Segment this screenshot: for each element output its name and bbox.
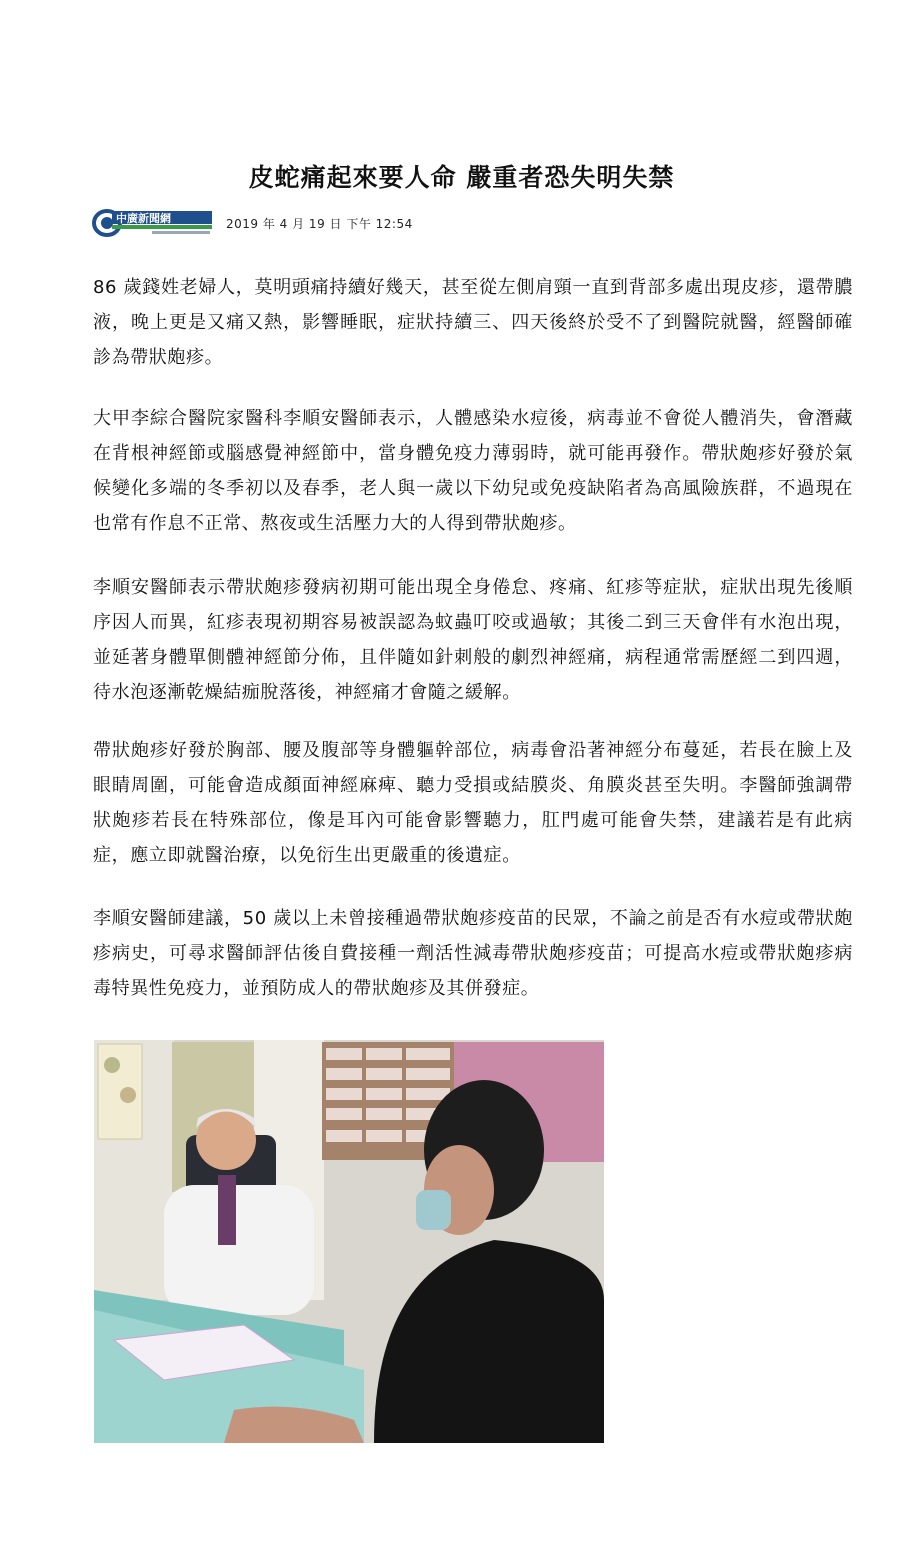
article-title: 皮蛇痛起來要人命 嚴重者恐失明失禁	[248, 163, 675, 192]
paragraph-4: 帶狀皰疹好發於胸部、腰及腹部等身體軀幹部位，病毒會沿著神經分布蔓延，若長在臉上及眼睛周圍，可能會造成顏面神經麻痺、聽力受損或結膜炎、角膜炎甚至失明。李醫師強調帶狀皰疹若長在特殊部位，像是耳內可能會影響聽力，肛門處可能會失禁，建議若是有此病症，應立即就醫治療，以免衍生出更嚴重的後遺症。	[93, 740, 853, 866]
paragraph-1: 86 歲錢姓老婦人，莫明頭痛持續好幾天，甚至從左側肩頸一直到背部多處出現皮疹，還帶膿液，晚上更是又痛又熱，影響睡眠，症狀持續三、四天後終於受不了到醫院就醫，經醫師確診為帶狀皰疹。	[93, 277, 853, 368]
paragraph-3: 李順安醫師表示帶狀皰疹發病初期可能出現全身倦怠、疼痛、紅疹等症狀，症狀出現先後順序因人而異，紅疹表現初期容易被誤認為蚊蟲叮咬或過敏；其後二到三天會伴有水泡出現，並延著身體單側體神經節分佈，且伴隨如針刺般的劇烈神經痛，病程通常需歷經二到四週，待水泡逐漸乾燥結痂脫落後，神經痛才會隨之緩解。	[93, 577, 853, 703]
paragraph-2: 大甲李綜合醫院家醫科李順安醫師表示，人體感染水痘後，病毒並不會從人體消失，會潛藏在背根神經節或腦感覺神經節中，當身體免疫力薄弱時，就可能再發作。帶狀皰疹好發於氣候變化多端的冬季初以及春季，老人與一歲以下幼兒或免疫缺陷者為高風險族群，不過現在也常有作息不正常、熬夜或生活壓力大的人得到帶狀皰疹。	[93, 408, 853, 534]
publish-date: 2019 年 4 月 19 日 下午 12:54	[226, 216, 413, 231]
paragraph-5: 李順安醫師建議，50 歲以上未曾接種過帶狀皰疹疫苗的民眾，不論之前是否有水痘或帶狀皰疹病史，可尋求醫師評估後自費接種一劑活性減毒帶狀皰疹疫苗；可提高水痘或帶狀皰疹病毒特異性免疫力，並預防成人的帶狀皰疹及其併發症。	[93, 908, 853, 999]
byline	[92, 208, 413, 238]
svg-text:中廣新聞網: 中廣新聞網	[116, 212, 171, 225]
source-logo	[92, 208, 214, 238]
article-photo	[94, 1040, 604, 1443]
